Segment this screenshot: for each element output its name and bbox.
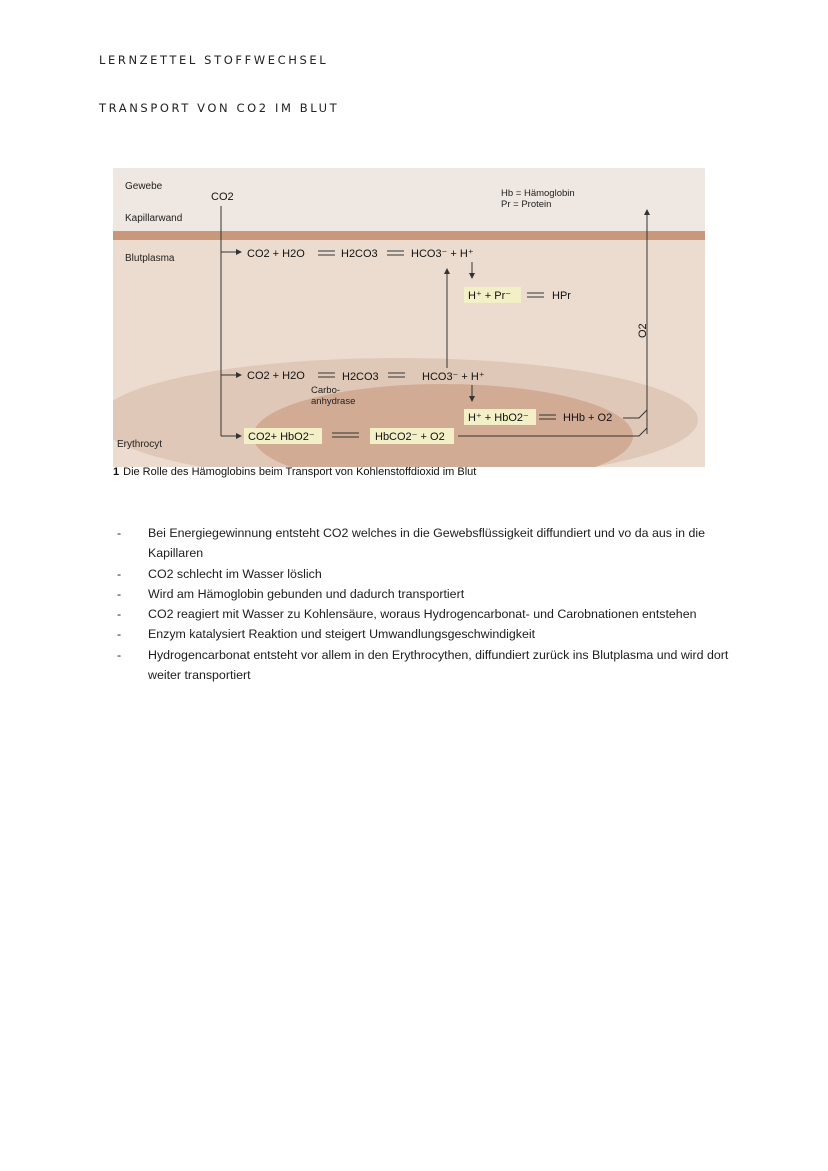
ery-h-hbo2: H⁺ + HbO2⁻ [468, 412, 529, 424]
label-gewebe: Gewebe [125, 181, 163, 192]
list-item: - CO2 schlecht im Wasser löslich [117, 566, 322, 581]
document-title: LERNZETTEL STOFFWECHSEL [99, 53, 329, 67]
section-title: TRANSPORT VON CO2 IM BLUT [99, 101, 340, 115]
list-item: - Bei Energiegewinnung entsteht CO2 welches in die Gewebsflüssigkeit diffundiert und vo da aus in die Kapillaren [117, 526, 706, 561]
caption-number: 1 [113, 466, 120, 478]
list-item: - Enzym katalysiert Reaktion und steigert Umwandlungsgeschwindigkeit [117, 627, 536, 642]
plasma-h2co3: H2CO3 [341, 248, 378, 260]
plasma-h-pr: H⁺ + Pr⁻ [468, 290, 512, 302]
notes-list [117, 523, 757, 685]
list-item: - CO2 reagiert mit Wasser zu Kohlensäure, woraus Hydrogencarbonat- und Carobnationen entstehen [117, 607, 697, 622]
label-kapillarwand: Kapillarwand [125, 213, 183, 224]
label-blutplasma: Blutplasma [125, 253, 175, 264]
capillary-wall-band [113, 231, 705, 240]
ery-hco3: HCO3⁻ + H⁺ [422, 371, 485, 383]
label-erythrocyt: Erythrocyt [117, 439, 163, 450]
ery-hhb-o2: HHb + O2 [563, 412, 613, 424]
co2-transport-diagram [113, 168, 705, 467]
o2-label: O2 [637, 323, 649, 338]
figure-caption [113, 466, 476, 478]
enzyme-label-line1: Carbo- [311, 385, 341, 396]
plasma-hco3: HCO3⁻ + H⁺ [411, 248, 474, 260]
enzyme-label-line2: anhydrase [311, 396, 356, 407]
list-item: - Wird am Hämoglobin gebunden und dadurch transportiert [117, 586, 465, 601]
co2-tissue: CO2 [211, 191, 234, 203]
legend-pr: Pr = Protein [501, 199, 552, 210]
plasma-co2-h2o: CO2 + H2O [247, 248, 305, 260]
diagram-svg [113, 168, 705, 467]
list-item: - Hydrogencarbonat entsteht vor allem in den Erythrocythen, diffundiert zurück ins Blutplasma und wird dort weiter transportiert [117, 647, 729, 683]
ery-h2co3: H2CO3 [342, 371, 379, 383]
ery-hbco2-o2: HbCO2⁻ + O2 [375, 431, 445, 443]
ery-co2-h2o: CO2 + H2O [247, 370, 305, 382]
plasma-hpr: HPr [552, 290, 571, 302]
legend-hb: Hb = Hämoglobin [501, 188, 575, 199]
ery-co2-hbo2: CO2+ HbO2⁻ [248, 431, 315, 443]
caption-text: Die Rolle des Hämoglobins beim Transport von Kohlenstoffdioxid im Blut [123, 466, 477, 478]
